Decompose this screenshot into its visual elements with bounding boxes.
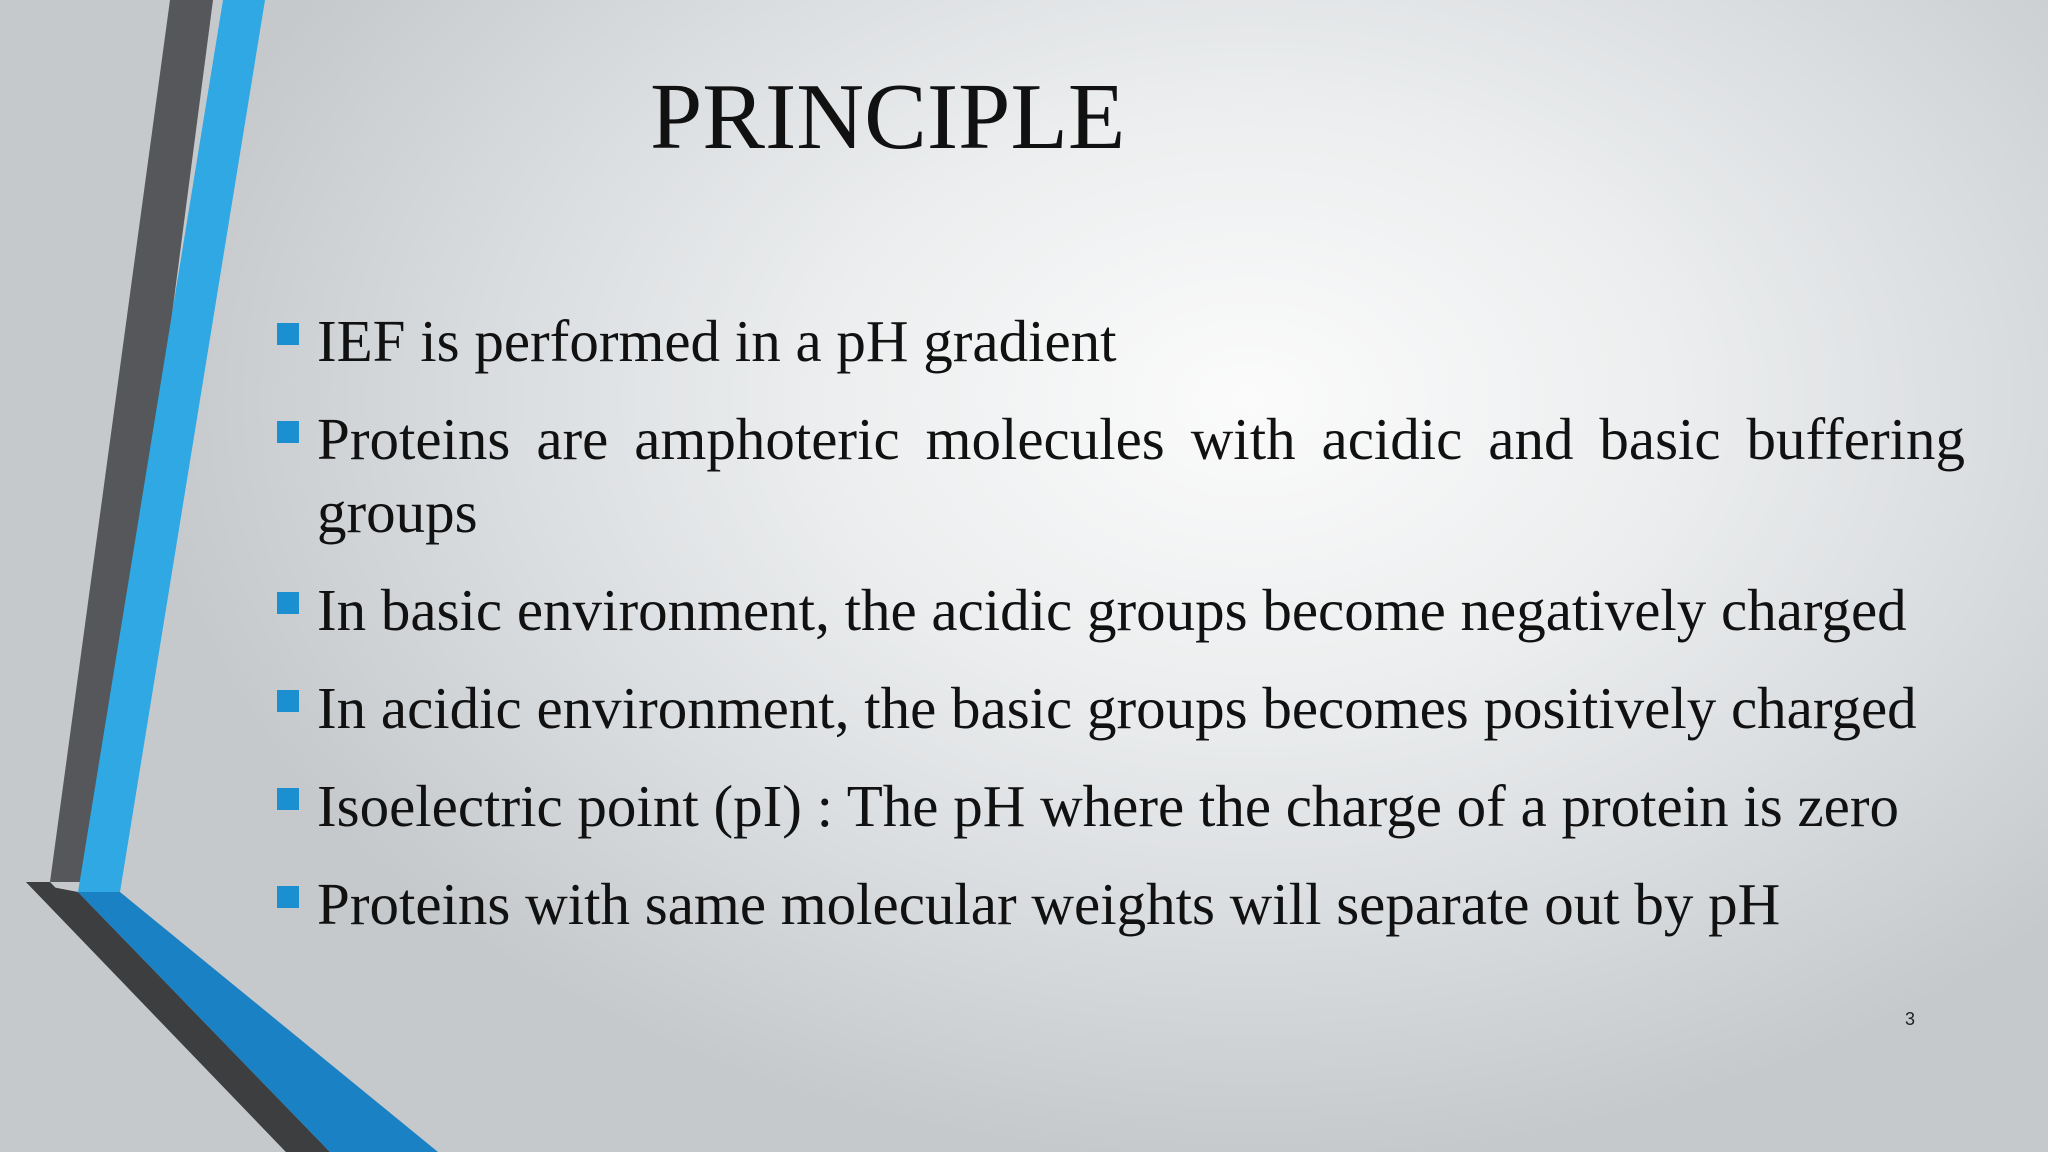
square-bullet-icon xyxy=(277,886,299,908)
square-bullet-icon xyxy=(277,323,299,345)
bullet-text: Proteins with same molecular weights will separate out by pH xyxy=(317,871,1781,937)
bullet-text: Proteins are amphoteric molecules with acidic and basic buffering groups xyxy=(317,406,1965,545)
bullet-item xyxy=(275,574,1965,647)
bullet-item xyxy=(275,672,1965,745)
page-number: 3 xyxy=(1905,1009,1916,1029)
slide-title: PRINCIPLE xyxy=(650,65,1126,169)
bullet-text: In acidic environment, the basic groups becomes positively charged xyxy=(317,675,1917,741)
bullet-item xyxy=(275,305,1965,378)
square-bullet-icon xyxy=(277,592,299,614)
square-bullet-icon xyxy=(277,690,299,712)
bullet-text: IEF is performed in a pH gradient xyxy=(317,308,1117,374)
bullet-list xyxy=(275,305,1965,966)
bullet-text: Isoelectric point (pI) : The pH where the charge of a protein is zero xyxy=(317,773,1899,839)
square-bullet-icon xyxy=(277,421,299,443)
bullet-item xyxy=(275,868,1965,941)
bullet-text: In basic environment, the acidic groups become negatively charged xyxy=(317,577,1907,643)
bullet-item xyxy=(275,403,1965,549)
square-bullet-icon xyxy=(277,788,299,810)
bullet-item xyxy=(275,770,1965,843)
